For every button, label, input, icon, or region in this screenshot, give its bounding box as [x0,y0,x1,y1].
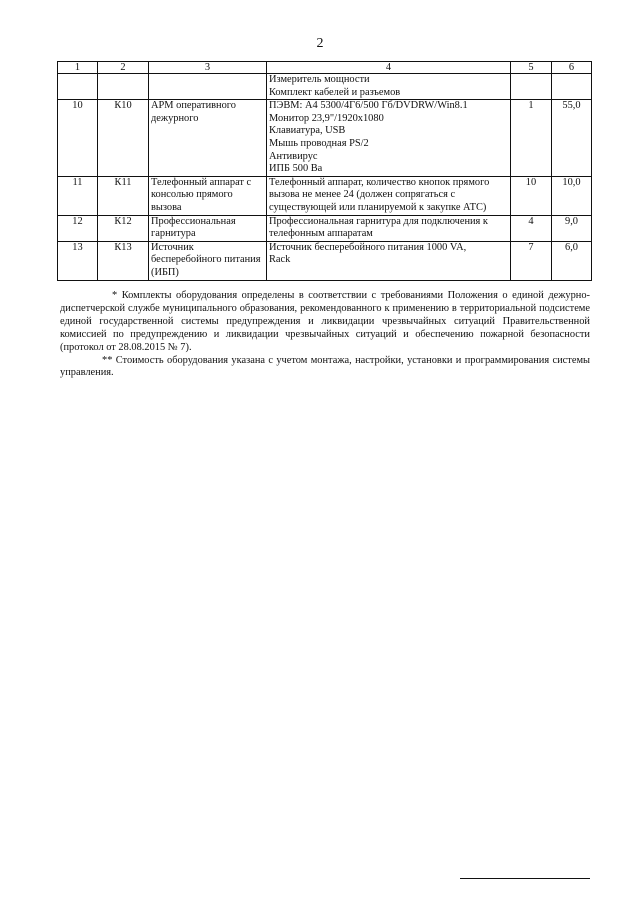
name-cell: АРМ оперативного дежурного [149,100,267,177]
description-line: Телефонный аппарат, количество кнопок прямого [269,176,490,188]
column-header: 1 [58,62,98,74]
column-header: 3 [149,62,267,74]
description-line: Клавиатура, USB [269,125,346,137]
table-row [58,215,592,241]
description-line: Мышь проводная PS/2 [269,137,369,149]
table-row [58,100,592,177]
description-cell [267,215,511,241]
equipment-table [57,61,592,281]
description-line: телефонным аппаратам [269,228,373,240]
code-cell: К13 [98,241,149,280]
quantity-cell: 7 [511,241,552,280]
footnotes [60,290,590,380]
description-line: Измеритель мощности [269,74,370,85]
description-line: Профессиональная гарнитура для подключения к [269,215,488,227]
table-row [58,176,592,215]
quantity-cell [511,74,552,100]
table-row [58,74,592,100]
cost-cell: 55,0 [552,100,592,177]
name-cell [149,74,267,100]
description-cell [267,241,511,280]
name-cell: Источник бесперебойного питания (ИБП) [149,241,267,280]
description-line: Источник бесперебойного питания 1000 VA, [269,241,467,253]
code-cell: К10 [98,100,149,177]
name-cell: Профессиональная гарнитура [149,215,267,241]
row-number-cell [58,74,98,100]
code-cell [98,74,149,100]
table-row [58,241,592,280]
quantity-cell: 1 [511,100,552,177]
cost-cell: 9,0 [552,215,592,241]
quantity-cell: 10 [511,176,552,215]
row-number-cell: 12 [58,215,98,241]
description-line: Rack [269,254,291,266]
description-line: вызова не менее 24 (должен сопрягаться с [269,189,456,201]
description-line: существующей или планируемой к закупке АТС) [269,201,487,213]
cost-cell [552,74,592,100]
column-header: 4 [267,62,511,74]
column-header: 6 [552,62,592,74]
quantity-cell: 4 [511,215,552,241]
column-header: 2 [98,62,149,74]
bottom-divider [460,878,590,879]
cost-cell: 10,0 [552,176,592,215]
code-cell: К12 [98,215,149,241]
cost-cell: 6,0 [552,241,592,280]
description-line: ИПБ 500 Ва [269,163,323,175]
row-number-cell: 10 [58,100,98,177]
table-header-row [58,62,592,74]
description-cell [267,74,511,100]
page-number: 2 [316,36,324,51]
description-line: ПЭВМ: А4 5300/4Г6/500 Гб/DVDRW/Win8.1 [269,100,468,112]
footnote-cost: ** Стоимость оборудования указана с учетом монтажа, настройки, установки и программирования системы управления. [60,354,590,379]
code-cell: К11 [98,176,149,215]
description-line: Комплект кабелей и разъемов [269,86,401,98]
name-cell: Телефонный аппарат с консолью прямого вызова [149,176,267,215]
row-number-cell: 13 [58,241,98,280]
description-line: Антивирус [269,150,318,162]
description-cell [267,176,511,215]
footnote-equipment-sets: * Комплекты оборудования определены в соответствии с требованиями Положения о единой дежурно-диспетчерской службе муниципального образования, рекомендованного к применению в территориальной подсистеме единой государственной системы предупреждения и ликвидации чрезвычайных ситуаций Правительственной комиссией по предупреждению и ликвидации чрезвычайных ситуаций и обеспечению пожарной безопасности (протокол от 28.08.2015 № 7). [60,290,590,353]
column-header: 5 [511,62,552,74]
description-cell [267,100,511,177]
description-line: Монитор 23,9"/1920х1080 [269,112,384,124]
row-number-cell: 11 [58,176,98,215]
